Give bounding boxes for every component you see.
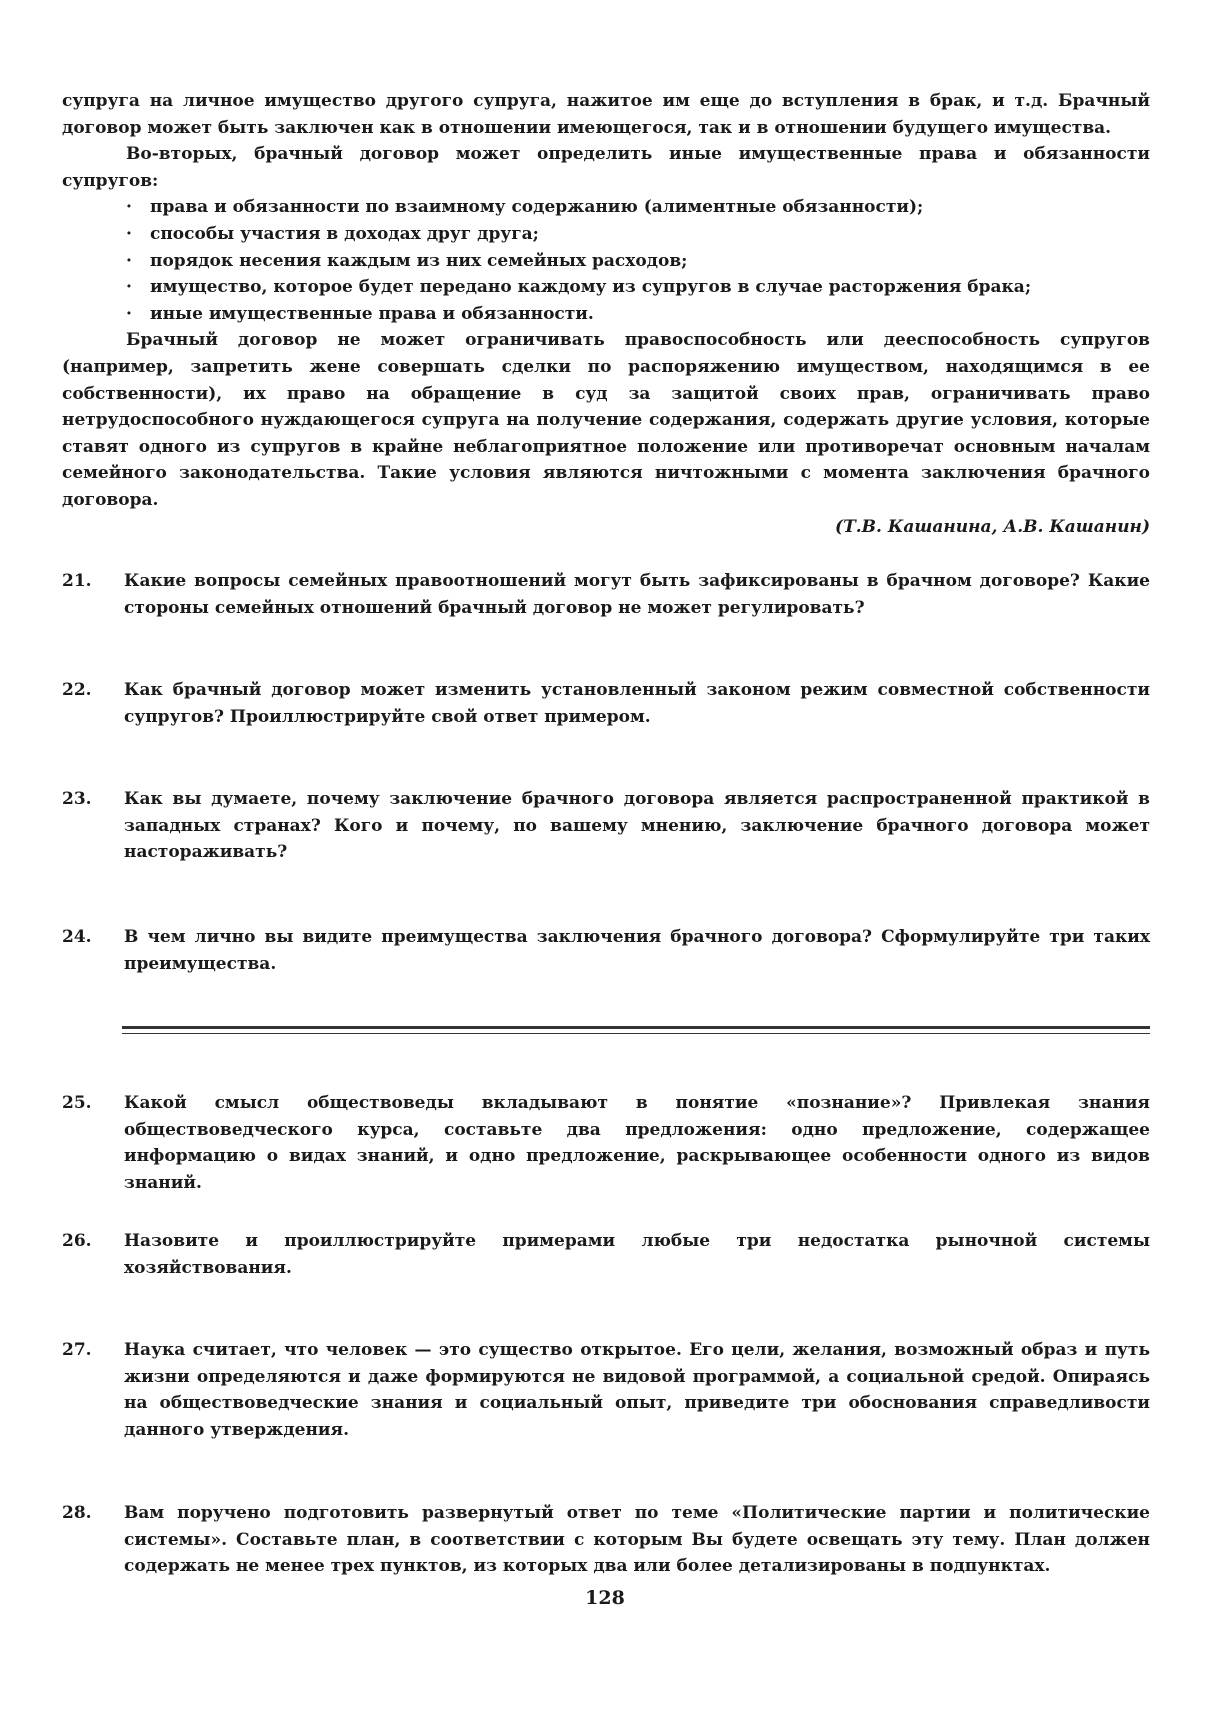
list-item: · способы участия в доходах друг друга; <box>122 221 1150 248</box>
section-divider-thin <box>122 1033 1150 1034</box>
passage-source: (Т.В. Кашанина, А.В. Кашанин) <box>835 516 1150 537</box>
question-text: Назовите и проиллюстрируйте примерами любые три недостатка рыночной системы хозяйствования. <box>124 1231 1150 1278</box>
question-text: Вам поручено подготовить развернутый ответ по теме «Политические партии и политические системы». Составьте план, в соответствии с которым Вы будете освещать эту тему. План должен содержать не менее трех пунктов, из которых два или более детализированы в подпунктах. <box>124 1503 1150 1577</box>
list-item: · имущество, которое будет передано каждому из супругов в случае расторжения брака; <box>122 274 1150 301</box>
question-text: Наука считает, что человек — это существо открытое. Его цели, желания, возможный образ и путь жизни определяются и даже формируются не видовой программой, а социальной средой. Опираясь на обществоведческие знания и социальный опыт, приведите три обоснования справедливости данного утверждения. <box>124 1340 1150 1440</box>
question-21 <box>62 568 1150 621</box>
question-text: Как вы думаете, почему заключение брачного договора является распространенной практикой в западных странах? Кого и почему, по вашему мнению, заключение брачного договора может настораживать? <box>124 789 1150 863</box>
question-number: 27. <box>62 1340 92 1360</box>
question-text: В чем лично вы видите преимущества заключения брачного договора? Сформулируйте три таких преимущества. <box>124 927 1150 974</box>
passage-paragraph: Брачный договор не может ограничивать правоспособность или дееспособность супругов (например, запретить жене совершать сделки по распоряжению имуществом, находящимся в ее собственности), их право на обращение в суд за защитой своих прав, ограничивать право нетрудоспособного нуждающегося супруга на получение содержания, содержать другие условия, которые ставят одного из супругов в крайне неблагоприятное положение или противоречат основным началам семейного законодательства. Такие условия являются ничтожными с момента заключения брачного договора. <box>62 330 1150 510</box>
question-23 <box>62 786 1150 866</box>
list-item: · иные имущественные права и обязанности. <box>122 301 1150 328</box>
list-item: · права и обязанности по взаимному содержанию (алиментные обязанности); <box>122 194 1150 221</box>
question-text: Какой смысл обществоведы вкладывают в понятие «познание»? Привлекая знания обществоведческого курса, составьте два предложения: одно предложение, содержащее информацию о видах знаний, и одно предложение, раскрывающее особенности одного из видов знаний. <box>124 1093 1150 1193</box>
passage-paragraph: супруга на личное имущество другого супруга, нажитое им еще до вступления в брак, и т.д. Брачный договор может быть заключен как в отношении имеющегося, так и в отношении будущего имущества. <box>62 91 1150 138</box>
question-number: 24. <box>62 927 92 947</box>
section-divider <box>122 1026 1150 1029</box>
list-item: · порядок несения каждым из них семейных расходов; <box>122 248 1150 275</box>
question-27 <box>62 1337 1150 1443</box>
question-number: 28. <box>62 1503 92 1523</box>
question-26 <box>62 1228 1150 1281</box>
question-number: 21. <box>62 571 92 591</box>
question-text: Какие вопросы семейных правоотношений могут быть зафиксированы в брачном договоре? Какие стороны семейных отношений брачный договор не может регулировать? <box>124 571 1150 618</box>
question-number: 26. <box>62 1231 92 1251</box>
question-text: Как брачный договор может изменить установленный законом режим совместной собственности супругов? Проиллюстрируйте свой ответ примером. <box>124 680 1150 727</box>
question-22 <box>62 677 1150 730</box>
page-number: 128 <box>585 1587 625 1609</box>
rights-list <box>62 194 1150 327</box>
passage-paragraph: Во-вторых, брачный договор может определить иные имущественные права и обязанности супругов: <box>62 144 1150 191</box>
question-24 <box>62 924 1150 977</box>
question-number: 23. <box>62 789 92 809</box>
question-25 <box>62 1090 1150 1196</box>
question-number: 22. <box>62 680 92 700</box>
question-number: 25. <box>62 1093 92 1113</box>
question-28 <box>62 1500 1150 1580</box>
source-passage <box>62 88 1150 540</box>
